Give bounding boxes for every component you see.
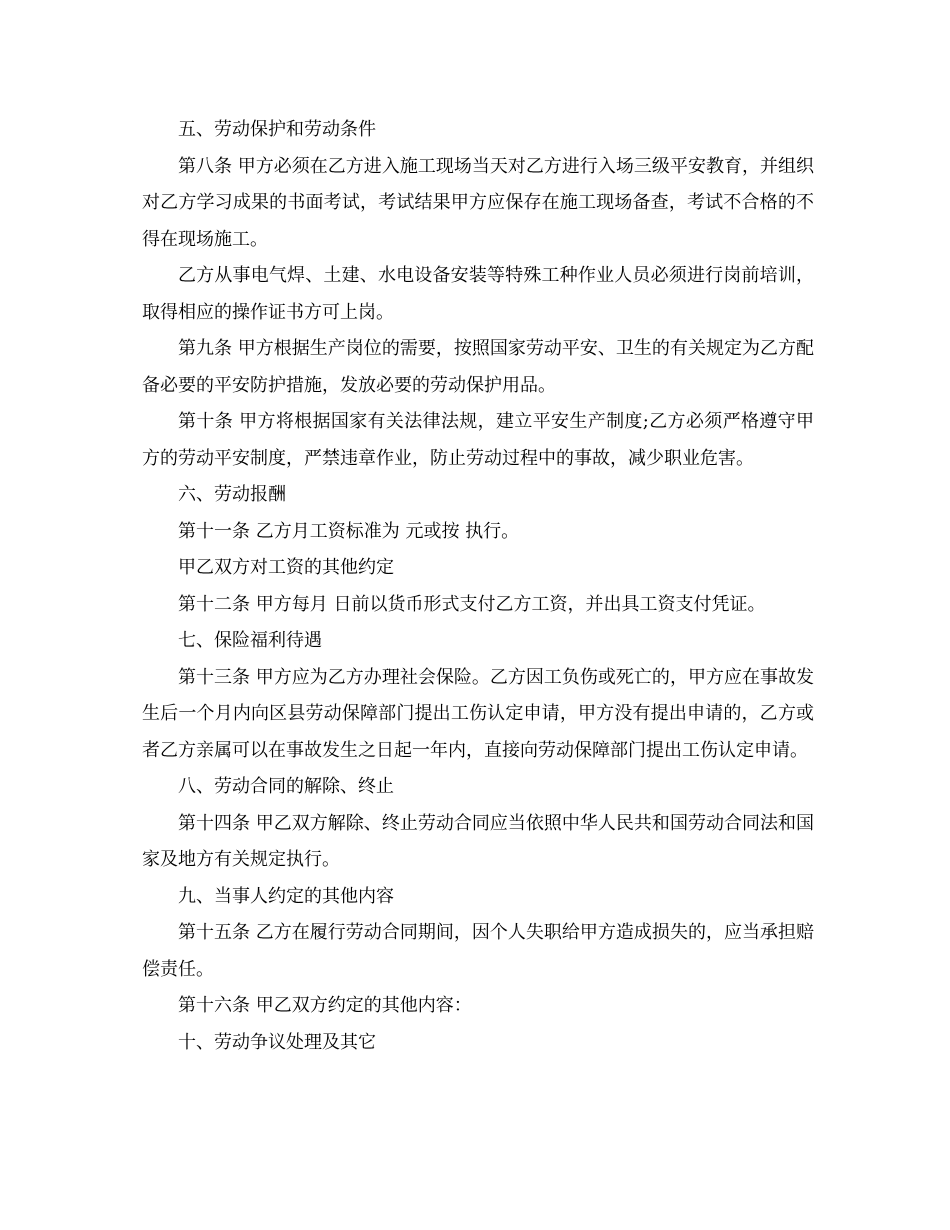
- article-10-paragraph: 第十条 甲方将根据国家有关法律法规，建立平安生产制度;乙方必须严格遵守甲方的劳动平安制度，严禁违章作业，防止劳动过程中的事故，减少职业危害。: [142, 411, 814, 469]
- special-worker-training-paragraph: 乙方从事电气焊、土建、水电设备安装等特殊工种作业人员必须进行岗前培训，取得相应的操作证书方可上岗。: [142, 265, 814, 323]
- section-heading-dispute-resolution: 十、劳动争议处理及其它: [178, 1031, 376, 1053]
- wage-other-agreement-paragraph: 甲乙双方对工资的其他约定: [178, 557, 394, 578]
- article-16-paragraph: 第十六条 甲乙双方约定的其他内容：: [178, 995, 472, 1016]
- section-heading-labor-protection: 五、劳动保护和劳动条件: [178, 119, 376, 140]
- article-15-paragraph: 第十五条 乙方在履行劳动合同期间，因个人失职给甲方造成损失的，应当承担赔偿责任。: [142, 922, 814, 980]
- section-heading-other-agreements: 九、当事人约定的其他内容: [178, 885, 394, 907]
- section-heading-insurance-welfare: 七、保险福利待遇: [178, 630, 322, 651]
- article-12-paragraph: 第十二条 甲方每月 日前以货币形式支付乙方工资，并出具工资支付凭证。: [178, 593, 766, 615]
- article-9-paragraph: 第九条 甲方根据生产岗位的需要，按照国家劳动平安、卫生的有关规定为乙方配备必要的平安防护措施，发放必要的劳动保护用品。: [142, 338, 814, 396]
- article-8-paragraph: 第八条 甲方必须在乙方进入施工现场当天对乙方进行入场三级平安教育，并组织对乙方学习成果的书面考试，考试结果甲方应保存在施工现场备查，考试不合格的不得在现场施工。: [142, 155, 814, 250]
- document-body: [142, 112, 814, 1061]
- article-13-paragraph: 第十三条 甲方应为乙方办理社会保险。乙方因工负伤或死亡的，甲方应在事故发生后一个月内向区县劳动保障部门提出工伤认定申请，甲方没有提出申请的，乙方或者乙方亲属可以在事故发生之日起一年内，直接向劳动保障部门提出工伤认定申请。: [142, 666, 814, 761]
- article-14-paragraph: 第十四条 甲乙双方解除、终止劳动合同应当依照中华人民共和国劳动合同法和国家及地方有关规定执行。: [142, 812, 814, 870]
- section-heading-remuneration: 六、劳动报酬: [178, 484, 286, 505]
- article-11-paragraph: 第十一条 乙方月工资标准为 元或按 执行。: [178, 520, 520, 542]
- section-heading-termination: 八、劳动合同的解除、终止: [178, 776, 394, 797]
